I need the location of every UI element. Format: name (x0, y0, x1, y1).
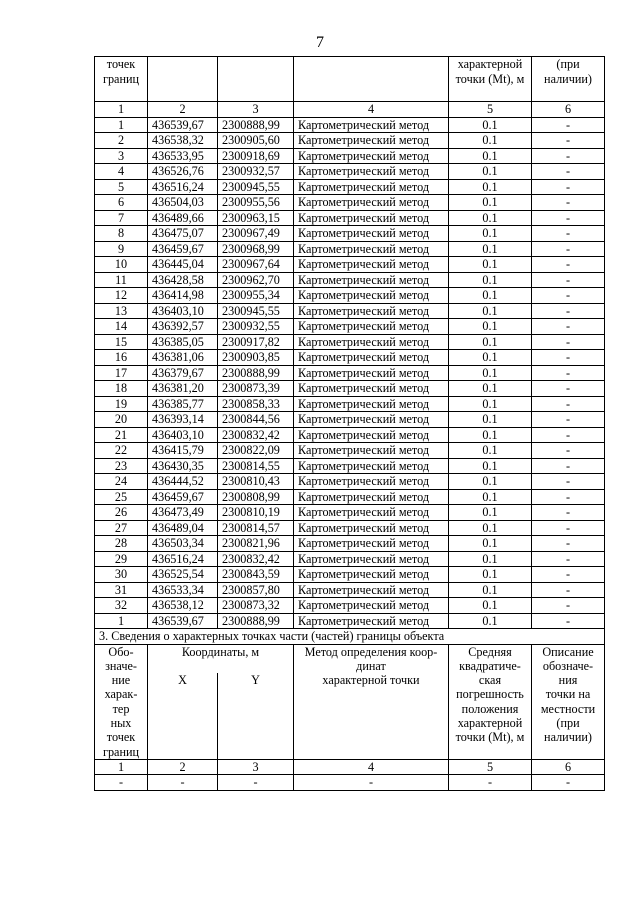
table-row (95, 303, 605, 319)
point-number-cell: 21 (95, 427, 148, 443)
column-number: 6 (532, 759, 605, 775)
x-coordinate-cell: 436385,77 (148, 396, 218, 412)
table-row (95, 381, 605, 397)
table-header-fragment (95, 57, 605, 102)
accuracy-cell: 0.1 (449, 148, 532, 164)
x-coordinate-cell: 436475,07 (148, 226, 218, 242)
description-cell: - (532, 179, 605, 195)
point-number-cell: 9 (95, 241, 148, 257)
description-cell: - (532, 319, 605, 335)
y-coordinate-cell: 2300832,42 (218, 551, 294, 567)
method-cell: Картометрический метод (294, 458, 449, 474)
method-cell: Картометрический метод (294, 365, 449, 381)
table-row (95, 412, 605, 428)
y-coordinate-cell: 2300968,99 (218, 241, 294, 257)
description-cell: - (532, 505, 605, 521)
table-row (95, 582, 605, 598)
description-cell: - (532, 303, 605, 319)
description-cell: - (532, 598, 605, 614)
column-number: 1 (95, 102, 148, 118)
method-cell: Картометрический метод (294, 210, 449, 226)
accuracy-cell: 0.1 (449, 303, 532, 319)
y-coordinate-cell: 2300932,57 (218, 164, 294, 180)
accuracy-cell: 0.1 (449, 489, 532, 505)
header-y: Y (218, 673, 294, 760)
method-cell: Картометрический метод (294, 598, 449, 614)
y-coordinate-cell: 2300967,64 (218, 257, 294, 273)
method-cell: Картометрический метод (294, 179, 449, 195)
description-cell: - (532, 148, 605, 164)
table-row (95, 427, 605, 443)
description-cell: - (532, 241, 605, 257)
y-coordinate-cell: 2300844,56 (218, 412, 294, 428)
y-coordinate-cell: 2300955,34 (218, 288, 294, 304)
accuracy-cell: 0.1 (449, 582, 532, 598)
x-coordinate-cell: 436414,98 (148, 288, 218, 304)
y-coordinate-cell: 2300932,55 (218, 319, 294, 335)
description-cell: - (532, 520, 605, 536)
table-row (95, 257, 605, 273)
accuracy-cell: 0.1 (449, 257, 532, 273)
accuracy-cell: 0.1 (449, 412, 532, 428)
column-number: 3 (218, 759, 294, 775)
table-row (95, 458, 605, 474)
column-number: 4 (294, 102, 449, 118)
y-coordinate-cell: 2300918,69 (218, 148, 294, 164)
accuracy-cell: 0.1 (449, 396, 532, 412)
method-cell: Картометрический метод (294, 567, 449, 583)
x-coordinate-cell: 436392,57 (148, 319, 218, 335)
y-coordinate-cell: 2300822,09 (218, 443, 294, 459)
accuracy-cell: 0.1 (449, 598, 532, 614)
accuracy-cell: 0.1 (449, 210, 532, 226)
point-number-cell: 26 (95, 505, 148, 521)
description-cell: - (532, 443, 605, 459)
header-description: Описание обозначе- ния точки на местности (при наличии) (532, 644, 605, 759)
header-col2 (148, 57, 218, 102)
accuracy-cell: 0.1 (449, 427, 532, 443)
description-cell: - (532, 272, 605, 288)
header-coordinates: Координаты, м (148, 644, 294, 673)
y-coordinate-cell: 2300814,57 (218, 520, 294, 536)
column-number: 2 (148, 759, 218, 775)
method-cell: Картометрический метод (294, 334, 449, 350)
accuracy-cell: 0.1 (449, 334, 532, 350)
x-coordinate-cell: 436526,76 (148, 164, 218, 180)
table-row (95, 520, 605, 536)
description-cell: - (532, 133, 605, 149)
point-number-cell: 24 (95, 474, 148, 490)
table-row (95, 210, 605, 226)
point-number-cell: 11 (95, 272, 148, 288)
x-coordinate-cell: 436428,58 (148, 272, 218, 288)
column-number: 5 (449, 102, 532, 118)
y-coordinate-cell: 2300967,49 (218, 226, 294, 242)
accuracy-cell: 0.1 (449, 365, 532, 381)
section-3-title: 3. Сведения о характерных точках части (частей) границы объекта (95, 629, 605, 645)
method-cell: Картометрический метод (294, 582, 449, 598)
description-cell: - (532, 350, 605, 366)
header-point-designation: Обо- значе- ние харак- тер ных точек границ (95, 644, 148, 759)
accuracy-cell: 0.1 (449, 226, 532, 242)
table-row (95, 179, 605, 195)
y-coordinate-cell: 2300963,15 (218, 210, 294, 226)
accuracy-cell: 0.1 (449, 241, 532, 257)
table-row (95, 365, 605, 381)
method-cell: Картометрический метод (294, 148, 449, 164)
point-number-cell: 28 (95, 536, 148, 552)
point-number-cell: 19 (95, 396, 148, 412)
accuracy-cell: 0.1 (449, 474, 532, 490)
accuracy-cell: 0.1 (449, 458, 532, 474)
y-coordinate-cell: 2300888,99 (218, 613, 294, 629)
header-col1: точек границ (95, 57, 148, 102)
method-cell: Картометрический метод (294, 427, 449, 443)
description-cell: - (532, 427, 605, 443)
point-number-cell: 13 (95, 303, 148, 319)
y-coordinate-cell: 2300808,99 (218, 489, 294, 505)
description-cell: - (532, 226, 605, 242)
method-cell: Картометрический метод (294, 257, 449, 273)
point-number-cell: 2 (95, 133, 148, 149)
y-coordinate-cell: 2300955,56 (218, 195, 294, 211)
table-row (95, 288, 605, 304)
method-cell: Картометрический метод (294, 489, 449, 505)
section-3-empty-row (95, 775, 605, 791)
method-cell: Картометрический метод (294, 303, 449, 319)
description-cell: - (532, 195, 605, 211)
x-coordinate-cell: 436539,67 (148, 613, 218, 629)
point-number-cell: 1 (95, 613, 148, 629)
accuracy-cell: 0.1 (449, 443, 532, 459)
y-coordinate-cell: 2300810,19 (218, 505, 294, 521)
x-coordinate-cell: 436445,04 (148, 257, 218, 273)
y-coordinate-cell: 2300962,70 (218, 272, 294, 288)
description-cell: - (532, 458, 605, 474)
y-coordinate-cell: 2300873,39 (218, 381, 294, 397)
section-3-title-row (95, 629, 605, 645)
x-coordinate-cell: 436403,10 (148, 427, 218, 443)
y-coordinate-cell: 2300905,60 (218, 133, 294, 149)
empty-cell: - (95, 775, 148, 791)
x-coordinate-cell: 436430,35 (148, 458, 218, 474)
column-number: 6 (532, 102, 605, 118)
table-row (95, 489, 605, 505)
point-number-cell: 8 (95, 226, 148, 242)
method-cell: Картометрический метод (294, 520, 449, 536)
table-row (95, 474, 605, 490)
column-number: 1 (95, 759, 148, 775)
accuracy-cell: 0.1 (449, 117, 532, 133)
point-number-cell: 30 (95, 567, 148, 583)
y-coordinate-cell: 2300810,43 (218, 474, 294, 490)
x-coordinate-cell: 436538,32 (148, 133, 218, 149)
y-coordinate-cell: 2300858,33 (218, 396, 294, 412)
column-number: 4 (294, 759, 449, 775)
x-coordinate-cell: 436379,67 (148, 365, 218, 381)
point-number-cell: 22 (95, 443, 148, 459)
point-number-cell: 23 (95, 458, 148, 474)
description-cell: - (532, 210, 605, 226)
accuracy-cell: 0.1 (449, 288, 532, 304)
x-coordinate-cell: 436459,67 (148, 241, 218, 257)
description-cell: - (532, 396, 605, 412)
method-cell: Картометрический метод (294, 412, 449, 428)
description-cell: - (532, 257, 605, 273)
header-accuracy: Средняя квадратиче- ская погрешность положения характерной точки (Mt), м (449, 644, 532, 759)
description-cell: - (532, 474, 605, 490)
empty-cell: - (532, 775, 605, 791)
description-cell: - (532, 381, 605, 397)
point-number-cell: 3 (95, 148, 148, 164)
description-cell: - (532, 489, 605, 505)
description-cell: - (532, 567, 605, 583)
method-cell: Картометрический метод (294, 272, 449, 288)
point-number-cell: 17 (95, 365, 148, 381)
method-cell: Картометрический метод (294, 288, 449, 304)
accuracy-cell: 0.1 (449, 520, 532, 536)
accuracy-cell: 0.1 (449, 164, 532, 180)
empty-cell: - (148, 775, 218, 791)
method-cell: Картометрический метод (294, 164, 449, 180)
accuracy-cell: 0.1 (449, 536, 532, 552)
description-cell: - (532, 164, 605, 180)
header-col5: характерной точки (Mt), м (449, 57, 532, 102)
point-number-cell: 20 (95, 412, 148, 428)
x-coordinate-cell: 436403,10 (148, 303, 218, 319)
x-coordinate-cell: 436533,95 (148, 148, 218, 164)
section-3-column-number-row (95, 759, 605, 775)
table-row (95, 164, 605, 180)
method-cell: Картометрический метод (294, 133, 449, 149)
point-number-cell: 12 (95, 288, 148, 304)
y-coordinate-cell: 2300903,85 (218, 350, 294, 366)
point-number-cell: 5 (95, 179, 148, 195)
x-coordinate-cell: 436503,34 (148, 536, 218, 552)
x-coordinate-cell: 436539,67 (148, 117, 218, 133)
table-row (95, 148, 605, 164)
method-cell: Картометрический метод (294, 613, 449, 629)
table-row (95, 241, 605, 257)
accuracy-cell: 0.1 (449, 381, 532, 397)
table-row (95, 334, 605, 350)
description-cell: - (532, 551, 605, 567)
method-cell: Картометрический метод (294, 474, 449, 490)
section-3-header-row (95, 644, 605, 673)
point-number-cell: 18 (95, 381, 148, 397)
y-coordinate-cell: 2300857,80 (218, 582, 294, 598)
description-cell: - (532, 412, 605, 428)
x-coordinate-cell: 436444,52 (148, 474, 218, 490)
y-coordinate-cell: 2300821,96 (218, 536, 294, 552)
method-cell: Картометрический метод (294, 536, 449, 552)
x-coordinate-cell: 436393,14 (148, 412, 218, 428)
method-cell: Картометрический метод (294, 443, 449, 459)
y-coordinate-cell: 2300945,55 (218, 179, 294, 195)
column-number-row (95, 102, 605, 118)
point-number-cell: 32 (95, 598, 148, 614)
x-coordinate-cell: 436489,04 (148, 520, 218, 536)
column-number: 2 (148, 102, 218, 118)
x-coordinate-cell: 436533,34 (148, 582, 218, 598)
y-coordinate-cell: 2300814,55 (218, 458, 294, 474)
point-number-cell: 7 (95, 210, 148, 226)
y-coordinate-cell: 2300888,99 (218, 117, 294, 133)
accuracy-cell: 0.1 (449, 319, 532, 335)
y-coordinate-cell: 2300873,32 (218, 598, 294, 614)
header-x: X (148, 673, 218, 760)
point-number-cell: 10 (95, 257, 148, 273)
description-cell: - (532, 288, 605, 304)
y-coordinate-cell: 2300832,42 (218, 427, 294, 443)
method-cell: Картометрический метод (294, 505, 449, 521)
description-cell: - (532, 334, 605, 350)
header-col3 (218, 57, 294, 102)
accuracy-cell: 0.1 (449, 179, 532, 195)
table-row (95, 567, 605, 583)
point-number-cell: 31 (95, 582, 148, 598)
table-row (95, 536, 605, 552)
y-coordinate-cell: 2300888,99 (218, 365, 294, 381)
table-row (95, 195, 605, 211)
x-coordinate-cell: 436516,24 (148, 551, 218, 567)
table-row (95, 117, 605, 133)
point-number-cell: 4 (95, 164, 148, 180)
header-col6: (при наличии) (532, 57, 605, 102)
x-coordinate-cell: 436473,49 (148, 505, 218, 521)
table-row (95, 551, 605, 567)
description-cell: - (532, 365, 605, 381)
point-number-cell: 6 (95, 195, 148, 211)
x-coordinate-cell: 436516,24 (148, 179, 218, 195)
table-row (95, 598, 605, 614)
y-coordinate-cell: 2300917,82 (218, 334, 294, 350)
method-cell: Картометрический метод (294, 195, 449, 211)
empty-cell: - (294, 775, 449, 791)
table-row (95, 226, 605, 242)
accuracy-cell: 0.1 (449, 567, 532, 583)
point-number-cell: 1 (95, 117, 148, 133)
x-coordinate-cell: 436381,20 (148, 381, 218, 397)
x-coordinate-cell: 436525,54 (148, 567, 218, 583)
x-coordinate-cell: 436459,67 (148, 489, 218, 505)
accuracy-cell: 0.1 (449, 350, 532, 366)
description-cell: - (532, 582, 605, 598)
point-number-cell: 29 (95, 551, 148, 567)
table-row (95, 319, 605, 335)
x-coordinate-cell: 436504,03 (148, 195, 218, 211)
table-row (95, 443, 605, 459)
accuracy-cell: 0.1 (449, 505, 532, 521)
page-number: 7 (316, 34, 324, 51)
accuracy-cell: 0.1 (449, 133, 532, 149)
table-row (95, 396, 605, 412)
method-cell: Картометрический метод (294, 117, 449, 133)
table-row (95, 613, 605, 629)
point-number-cell: 15 (95, 334, 148, 350)
accuracy-cell: 0.1 (449, 195, 532, 211)
point-number-cell: 14 (95, 319, 148, 335)
x-coordinate-cell: 436489,66 (148, 210, 218, 226)
table-row (95, 505, 605, 521)
method-cell: Картометрический метод (294, 319, 449, 335)
x-coordinate-cell: 436381,06 (148, 350, 218, 366)
table-row (95, 350, 605, 366)
y-coordinate-cell: 2300843,59 (218, 567, 294, 583)
accuracy-cell: 0.1 (449, 551, 532, 567)
point-number-cell: 16 (95, 350, 148, 366)
method-cell: Картометрический метод (294, 381, 449, 397)
accuracy-cell: 0.1 (449, 613, 532, 629)
method-cell: Картометрический метод (294, 350, 449, 366)
y-coordinate-cell: 2300945,55 (218, 303, 294, 319)
method-cell: Картометрический метод (294, 551, 449, 567)
header-method: Метод определения коор- динат характерной точки (294, 644, 449, 759)
empty-cell: - (449, 775, 532, 791)
header-col4 (294, 57, 449, 102)
description-cell: - (532, 536, 605, 552)
method-cell: Картометрический метод (294, 241, 449, 257)
column-number: 3 (218, 102, 294, 118)
point-number-cell: 25 (95, 489, 148, 505)
x-coordinate-cell: 436385,05 (148, 334, 218, 350)
x-coordinate-cell: 436415,79 (148, 443, 218, 459)
point-number-cell: 27 (95, 520, 148, 536)
boundary-points-table (94, 56, 605, 791)
column-number: 5 (449, 759, 532, 775)
accuracy-cell: 0.1 (449, 272, 532, 288)
empty-cell: - (218, 775, 294, 791)
table-row (95, 272, 605, 288)
description-cell: - (532, 117, 605, 133)
x-coordinate-cell: 436538,12 (148, 598, 218, 614)
method-cell: Картометрический метод (294, 396, 449, 412)
description-cell: - (532, 613, 605, 629)
table-row (95, 133, 605, 149)
method-cell: Картометрический метод (294, 226, 449, 242)
